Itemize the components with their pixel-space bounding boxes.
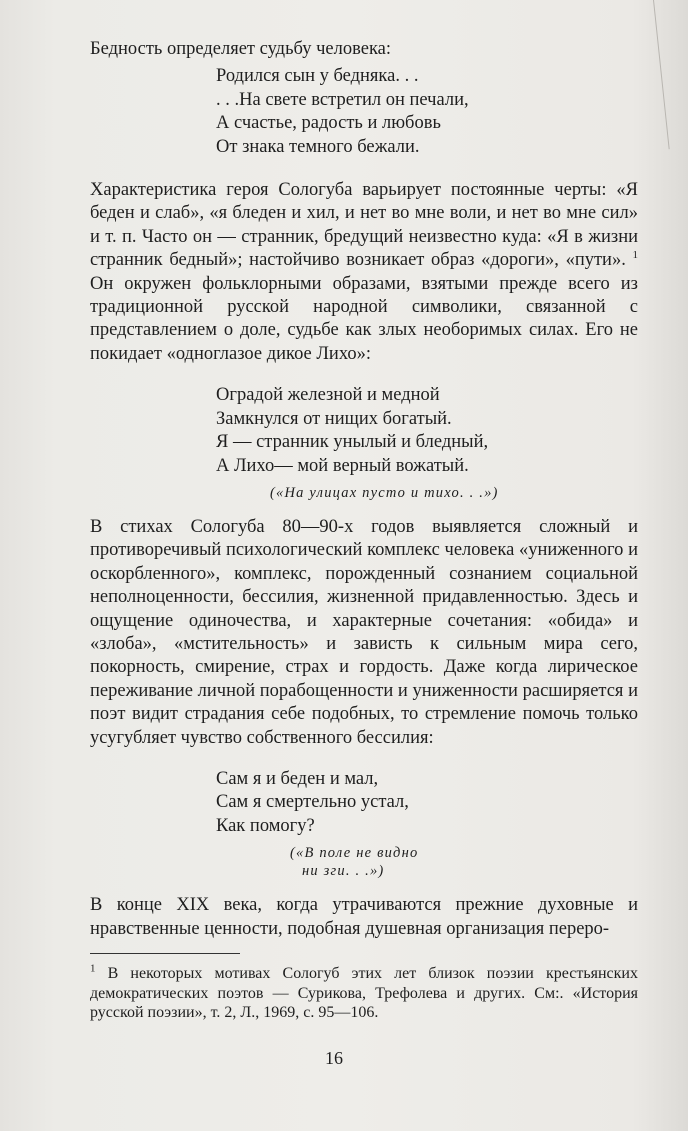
verse-line: Как помогу? (216, 815, 315, 836)
verse-line: Оградой железной и медной (216, 385, 440, 406)
verse-line: Родился сын у бедняка. . . (216, 66, 419, 87)
verse-attribution (290, 844, 510, 880)
page-number: 16 (325, 1047, 343, 1068)
attribution-line: ни зги. . .») (302, 863, 385, 880)
paragraph-text: Он окружен фольклорными образами, взятыми прежде всего из традиционной русской народной символики, связанной с представлением о доле, судьбе как злых необоримых силах. Его не покидает «одноглазое дикое Лихо»: (90, 273, 638, 364)
verse-line: А Лихо— мой верный вожатый. (216, 455, 469, 476)
page-content (90, 38, 638, 1070)
verse-attribution: («На улицах пусто и тихо. . .») (270, 484, 499, 501)
intro-line: Бедность определяет судьбу человека: (90, 39, 392, 59)
page-edge-shadow (653, 0, 670, 149)
verse-line: Замкнулся от нищих богатый. (216, 408, 452, 429)
paragraph-2: В стихах Сологуба 80—90-х годов выявляется сложный и противоречивый психологический комплекс человека «униженного и оскорбленного», комплекс, порожденный сознанием социальной неполноценности, бессилия, жизненной придавленностью. Здесь и ощущение одиночества, и характерные сочетания: «обида» и «злоба», «мстительность» и зависть к сильным мира сего, покорность, смирение, страх и гордость. Даже когда лирическое переживание личной порабощенности и униженности расширяется и поэт видит страдания себе подобных, то стремление помочь только усугубляет чувство собственного бессилия: (90, 516, 638, 748)
footnote-divider (90, 953, 240, 954)
attribution-line: («В поле не видно (290, 845, 419, 862)
verse-line: Сам я и беден и мал, (216, 768, 379, 789)
verse-line: А счастье, радость и любовь (216, 113, 441, 134)
paragraph-3: В конце XIX века, когда утрачиваются прежние духовные и нравственные ценности, подобная душевная организация переро- (90, 895, 638, 939)
verse-line: От знака темного бежали. (216, 136, 420, 157)
verse-1 (216, 65, 638, 159)
verse-line: Я — странник унылый и бледный, (216, 432, 489, 453)
verse-3 (216, 768, 638, 838)
footnote-text: В некоторых мотивах Сологуб этих лет близок поэзии крестьянских демократических поэтов — Сурикова, Трефолева и других. См:. «История русской поэзии», т. 2, Л., 1969, с. 95—106. (90, 965, 638, 1021)
verse-line: Сам я смертельно устал, (216, 792, 409, 813)
footnote-ref: 1 (632, 249, 639, 262)
footnote (90, 964, 638, 1023)
verse-line: . . .На свете встретил он печали, (216, 89, 469, 110)
paragraph-text: Характеристика героя Сологуба варьирует постоянные черты: «Я беден и слаб», «я бледен и хил, и нет во мне воли, и нет во мне сил» и т. п. Часто он — странник, бредущий неизвестно куда: «Я в жизни странник бедный»; настойчиво возникает образ «дороги», «пути». (90, 180, 638, 271)
verse-2 (216, 384, 638, 478)
footnote-mark: 1 (90, 962, 96, 975)
paragraph-1 (90, 179, 638, 366)
